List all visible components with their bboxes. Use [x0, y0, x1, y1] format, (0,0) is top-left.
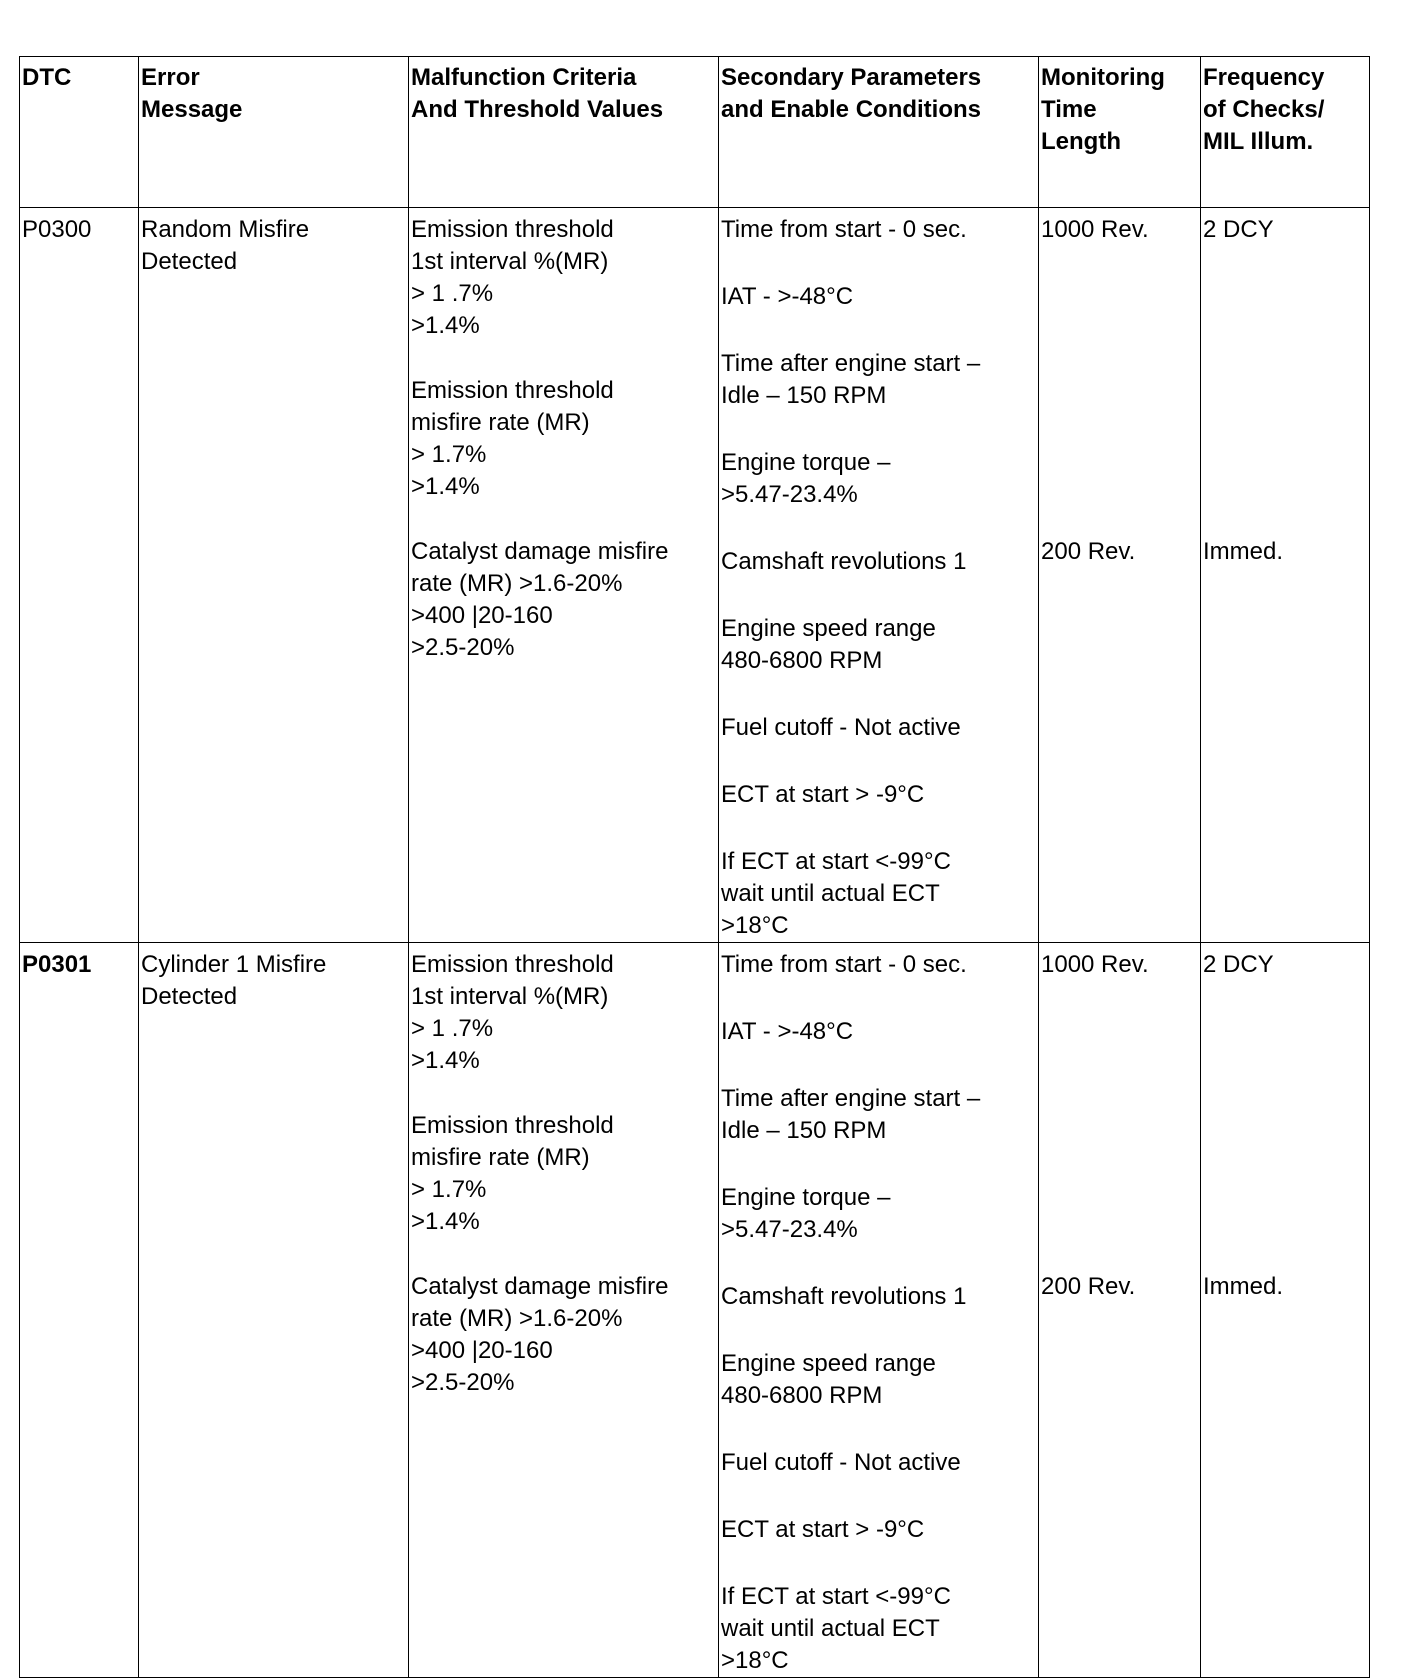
- secondary-parameters-cell: Time from start - 0 sec. IAT - >-48°C Time after engine start – Idle – 150 RPM Engine torque – >5.47-23.4% Camshaft revolutions 1 Engine speed range 480-6800 RPM Fuel cutoff - Not active ECT at start > -9°C If ECT at start <-99°C wait until actual ECT >18°C: [719, 943, 1039, 1678]
- frequency-cell: 2 DCY Immed.: [1201, 208, 1370, 943]
- secondary-parameters-cell: Time from start - 0 sec. IAT - >-48°C Time after engine start – Idle – 150 RPM Engine torque – >5.47-23.4% Camshaft revolutions 1 Engine speed range 480-6800 RPM Fuel cutoff - Not active ECT at start > -9°C If ECT at start <-99°C wait until actual ECT >18°C: [719, 208, 1039, 943]
- criteria-cell: Emission threshold 1st interval %(MR) > 1 .7% >1.4% Emission threshold misfire rate (MR) > 1.7% >1.4% Catalyst damage misfire rate (MR) >1.6-20% >400 |20-160 >2.5-20%: [409, 208, 719, 943]
- header-frequency: Frequency of Checks/ MIL Illum.: [1201, 57, 1370, 208]
- table-row: [20, 208, 1370, 943]
- header-malfunction-criteria: Malfunction Criteria And Threshold Values: [409, 57, 719, 208]
- error-message-cell: Random Misfire Detected: [139, 208, 409, 943]
- dtc-table: [19, 56, 1370, 1678]
- error-message-cell: Cylinder 1 Misfire Detected: [139, 943, 409, 1678]
- frequency-cell: 2 DCY Immed.: [1201, 943, 1370, 1678]
- header-error-message: Error Message: [139, 57, 409, 208]
- dtc-code-cell: P0301: [20, 943, 139, 1678]
- header-monitoring-time: Monitoring Time Length: [1039, 57, 1201, 208]
- dtc-code-cell: P0300: [20, 208, 139, 943]
- header-dtc: DTC: [20, 57, 139, 208]
- header-row: [20, 57, 1370, 208]
- criteria-cell: Emission threshold 1st interval %(MR) > 1 .7% >1.4% Emission threshold misfire rate (MR) > 1.7% >1.4% Catalyst damage misfire rate (MR) >1.6-20% >400 |20-160 >2.5-20%: [409, 943, 719, 1678]
- monitoring-time-cell: 1000 Rev. 200 Rev.: [1039, 208, 1201, 943]
- table-row: [20, 943, 1370, 1678]
- header-secondary-parameters: Secondary Parameters and Enable Conditions: [719, 57, 1039, 208]
- monitoring-time-cell: 1000 Rev. 200 Rev.: [1039, 943, 1201, 1678]
